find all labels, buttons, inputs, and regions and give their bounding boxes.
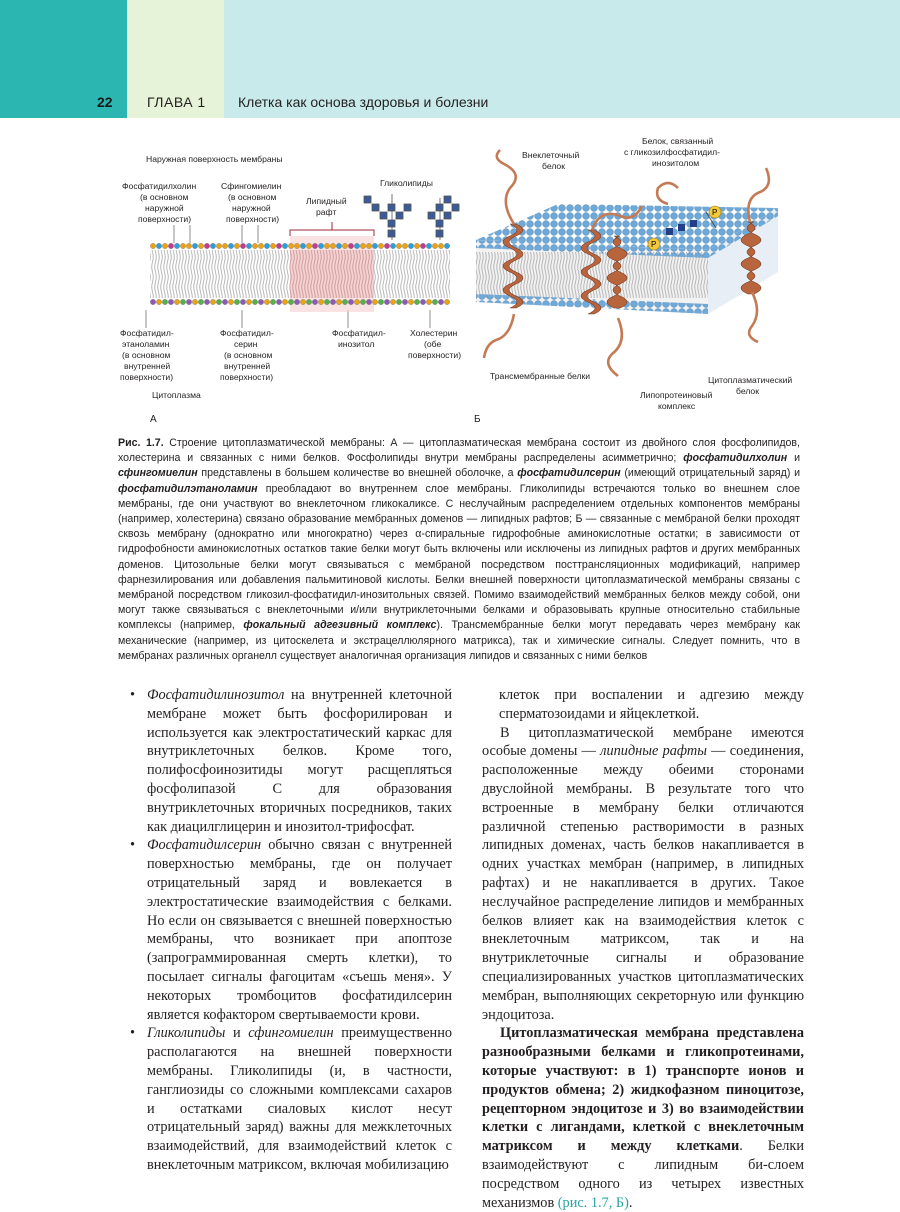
- panel-b-letter: Б: [474, 414, 481, 425]
- lipid-head: [420, 299, 425, 304]
- lipid-head: [366, 243, 371, 248]
- lipid-head: [384, 243, 389, 248]
- lipid-head: [330, 243, 335, 248]
- cholesterol-label: [408, 328, 461, 360]
- lipid-head: [186, 243, 191, 248]
- lipid-head: [318, 299, 323, 304]
- lipid-head: [414, 243, 419, 248]
- svg-text:(в основном: (в основном: [140, 192, 189, 202]
- glycolipid-sugar-chains: [364, 194, 459, 240]
- extracellular-protein-label: [522, 150, 579, 171]
- phosphatidylinositol-label: [332, 328, 386, 349]
- lipid-head: [360, 243, 365, 248]
- lipid-head: [234, 243, 239, 248]
- lipid-head: [432, 243, 437, 248]
- lipid-head: [336, 299, 341, 304]
- svg-text:(в основном: (в основном: [228, 192, 277, 202]
- svg-text:P: P: [651, 240, 657, 249]
- lipid-head: [396, 243, 401, 248]
- lipid-head: [336, 243, 341, 248]
- lipid-head: [216, 299, 221, 304]
- lipid-head: [198, 243, 203, 248]
- lipid-head: [258, 243, 263, 248]
- lipid-head: [192, 243, 197, 248]
- caption-label: Рис. 1.7.: [118, 437, 164, 449]
- svg-text:Фосфатидил-: Фосфатидил-: [120, 328, 174, 338]
- lipid-head: [174, 243, 179, 248]
- lipid-head: [294, 243, 299, 248]
- running-header: [0, 92, 900, 114]
- lipid-head: [210, 299, 215, 304]
- svg-text:Фосфатидилхолин: Фосфатидилхолин: [122, 181, 197, 191]
- svg-text:(в основном: (в основном: [224, 350, 273, 360]
- svg-text:инозитол: инозитол: [338, 339, 375, 349]
- svg-text:Внеклеточный: Внеклеточный: [522, 150, 580, 160]
- lipid-head: [162, 299, 167, 304]
- svg-text:Холестерин: Холестерин: [410, 328, 458, 338]
- svg-text:наружной: наружной: [232, 203, 271, 213]
- lipid-head: [300, 299, 305, 304]
- lipid-head: [282, 243, 287, 248]
- svg-text:(в основном: (в основном: [122, 350, 171, 360]
- svg-text:Цитоплазматический: Цитоплазматический: [708, 375, 793, 385]
- lipid-head: [378, 299, 383, 304]
- svg-text:поверхности): поверхности): [220, 372, 274, 382]
- cytoplasm-label: Цитоплазма: [152, 390, 201, 400]
- lipid-head: [186, 299, 191, 304]
- svg-text:белок: белок: [542, 161, 565, 171]
- cytoplasmic-protein-label: [708, 375, 792, 396]
- lipid-head: [198, 299, 203, 304]
- left-column: [130, 686, 452, 1175]
- glycolipids-label: [380, 178, 433, 188]
- lipid-head: [348, 299, 353, 304]
- lipid-head: [306, 243, 311, 248]
- lipid-head: [402, 243, 407, 248]
- lipid-head: [192, 299, 197, 304]
- membrane-figure: [118, 132, 798, 432]
- page-number: 22: [97, 94, 113, 110]
- lipid-head: [180, 243, 185, 248]
- lipid-head: [408, 243, 413, 248]
- lipid-head: [372, 299, 377, 304]
- lipid-head: [240, 299, 245, 304]
- svg-text:с гликозилфосфатидил-: с гликозилфосфатидил-: [624, 147, 720, 157]
- lipid-head: [222, 243, 227, 248]
- lipid-head: [420, 243, 425, 248]
- lipid-head: [258, 299, 263, 304]
- lipid-head: [234, 299, 239, 304]
- lipid-head: [204, 299, 209, 304]
- phosphatidylethanolamine-label: [120, 328, 174, 382]
- lipid-head: [390, 243, 395, 248]
- chapter-label: ГЛАВА 1: [147, 94, 206, 110]
- lipid-head: [204, 243, 209, 248]
- lipid-head: [168, 299, 173, 304]
- lipid-head: [318, 243, 323, 248]
- lipid-head: [354, 299, 359, 304]
- membrane-illustration: [118, 132, 798, 432]
- lipid-head: [444, 299, 449, 304]
- lipid-head: [402, 299, 407, 304]
- svg-text:внутренней: внутренней: [224, 361, 271, 371]
- lipid-head: [324, 299, 329, 304]
- list-item: • Фосфатидилсерин обычно связан с внутренней поверхностью мембраны, где он получает отрицательный заряд и вовлекается в электростатические взаимодействия с белками. Но если он связывается с внешней поверхностью мембраны, что возникает при апоптозе (запрограммированная смерть клетки), то посылает сигналы фагоцитам «съешь меня». У некоторых тромбоцитов фосфатидилсерин является кофактором свертываемости крови.: [130, 837, 452, 1023]
- lipid-head: [396, 299, 401, 304]
- lipid-head: [366, 299, 371, 304]
- lipid-head: [180, 299, 185, 304]
- lipid-head: [324, 243, 329, 248]
- lipid-head: [330, 299, 335, 304]
- lipid-head: [348, 243, 353, 248]
- lipid-head: [408, 299, 413, 304]
- lipid-head: [282, 299, 287, 304]
- lipid-head: [378, 243, 383, 248]
- svg-text:поверхности): поверхности): [138, 214, 192, 224]
- lipoprotein-complex-label: [640, 390, 713, 411]
- lipid-head: [252, 299, 257, 304]
- svg-text:поверхности): поверхности): [120, 372, 174, 382]
- gpi-protein-label: [624, 136, 720, 168]
- phosphate-icon-2: [709, 206, 721, 218]
- lipid-head: [306, 299, 311, 304]
- svg-text:серин: серин: [234, 339, 258, 349]
- lipid-head: [162, 243, 167, 248]
- svg-text:Сфингомиелин: Сфингомиелин: [221, 181, 282, 191]
- lipid-head: [426, 243, 431, 248]
- svg-text:поверхности): поверхности): [408, 350, 462, 360]
- lipid-head: [228, 299, 233, 304]
- list-item: • Фосфатидилинозитол на внутренней клеточной мембране может быть фосфорилирован и используется как электростатический каркас для внутриклеточных белков. Кроме того, полифосфоинозитиды могут расщепляться фосфолипазой С для образования внутриклеточных вторичных посредников, таких как диацилглицерин и инозитол-трифосфат.: [130, 687, 452, 835]
- sphingomyelin-label: [221, 181, 282, 224]
- lipid-head: [150, 243, 155, 248]
- svg-text:рафт: рафт: [316, 207, 337, 217]
- lipid-head: [240, 243, 245, 248]
- phosphatidylserine-label: [220, 328, 274, 382]
- svg-text:Белок, связанный: Белок, связанный: [642, 136, 714, 146]
- lipid-head: [432, 299, 437, 304]
- lipid-head: [294, 299, 299, 304]
- svg-text:P: P: [712, 208, 718, 217]
- lipid-head: [288, 243, 293, 248]
- lipid-head: [270, 299, 275, 304]
- outer-surface-label: Наружная поверхность мембраны: [146, 154, 283, 164]
- svg-text:(обе: (обе: [424, 339, 442, 349]
- lipid-head: [270, 243, 275, 248]
- svg-text:Фосфатидил-: Фосфатидил-: [332, 328, 386, 338]
- panel-a-letter: А: [150, 414, 157, 425]
- lipid-head: [414, 299, 419, 304]
- lipid-head: [264, 243, 269, 248]
- lipid-head: [426, 299, 431, 304]
- lipid-head: [438, 299, 443, 304]
- lipid-head: [216, 243, 221, 248]
- svg-text:инозитолом: инозитолом: [652, 158, 700, 168]
- lipid-head: [372, 243, 377, 248]
- lipid-head: [276, 243, 281, 248]
- lipid-head: [246, 243, 251, 248]
- lipid-head: [354, 243, 359, 248]
- transmembrane-label: Трансмембранные белки: [490, 371, 591, 381]
- lipid-head: [360, 299, 365, 304]
- right-column: [482, 686, 804, 1212]
- figure-caption: Рис. 1.7. Строение цитоплазматической мембраны: А — цитоплазматическая мембрана состоит из двойного слоя фосфолипидов, холестерина и связанных с ними белков. Фосфолипиды внутри мембраны распределены асимметрично; фосфатидилхолин и сфингомиелин представлены в большем количестве во внешней оболочке, а фосфатидилсерин (имеющий отрицательный заряд) и фосфатидилэтаноламин преобладают во внутреннем слое мембраны. Гликолипиды встречаются только во внешнем слое мембраны, где они участвуют во внеклеточном гликокаликсе. С неслучайным распределением отдельных компонентов мембраны (например, холестерина) связано образование мембранных доменов — липидных рафтов; Б — связанные с мембраной белки проходят сквозь мембрану (однократно или многократно) через α-спиральные гидрофобные аминокислотные остатки; в зависимости от гидрофобности аминокислотных остатков такие белки могут быть включены или исключены из липидных рафтов и других мембранных доменов. Цитозольные белки могут связываться с мембраной посредством посттрансляционных модификаций, например фарнезилирования или добавления пальмитиновой кислоты. Белки внешней поверхности цитоплазматической мембраны связаны с мембраной посредством гликозил-фосфатидил-инозитольных связей. Помимо взаимодействий мембранных белков между собой, они могут также связываться с внеклеточными и/или внутриклеточными белками и образовывать крупные относительно стабильные комплексы (например, фокальный адгезивный комплекс). Трансмембранные белки могут передавать через мембрану как механические (например, из цитоскелета и экстрацеллюлярного матрикса), так и химические сигналы. Следует помнить, что в мембранах различных органелл существует аналогичная организация липидов и связанных с ними белков: [118, 437, 801, 662]
- svg-text:Гликолипиды: Гликолипиды: [380, 178, 433, 188]
- svg-text:этаноламин: этаноламин: [122, 339, 170, 349]
- list-item: • Гликолипиды и сфингомиелин преимущественно располагаются на внешней поверхности мембраны. Гликолипиды (и, в частности, ганглиозиды со сложными комплексами сахаров и остатками сиаловых кислот несут отрицательный заряд) важны для межклеточных взаимодействий, для взаимодействий клеток с внеклеточным матриксом, включая мобилизацию: [130, 1025, 452, 1173]
- lipid-head: [168, 243, 173, 248]
- continued-paragraph: клеток при воспалении и адгезию между сперматозоидами и яйцеклеткой.: [499, 687, 804, 722]
- lipid-head: [312, 299, 317, 304]
- lipid-raft-label: [306, 196, 347, 217]
- paragraph: В цитоплазматической мембране имеются особые домены — липидные рафты — соединения, расположенные между обеими сторонами двуслойной мембраны. В результате того что встроенные в мембрану белки отличаются различной степенью растворимости в разных липидных доменах, часть белков накапливается в одних участках мембран (например, в липидных рафтах) и не накапливается в других. Такое неслучайное распределение липидов и мембранных белков влияет как на взаимодействия клеток с внеклеточным матриксом, так и на внутриклеточные сигналы и образование специализированных участков цитоплазматических мембран, выполняющих секреторную или функцию эндоцитоза.: [482, 724, 804, 1023]
- lipid-head: [156, 243, 161, 248]
- svg-text:Липидный: Липидный: [306, 196, 347, 206]
- lipid-head: [312, 243, 317, 248]
- lipid-head: [252, 243, 257, 248]
- lipid-head: [246, 299, 251, 304]
- lipid-head: [228, 243, 233, 248]
- lipid-head: [150, 299, 155, 304]
- membrane-3d-block: [476, 204, 778, 314]
- lipid-head: [342, 299, 347, 304]
- lipid-head: [264, 299, 269, 304]
- lipid-head: [300, 243, 305, 248]
- lipid-head: [438, 243, 443, 248]
- lipid-head: [390, 299, 395, 304]
- lipid-head: [384, 299, 389, 304]
- svg-text:Липопротеиновый: Липопротеиновый: [640, 390, 713, 400]
- lipid-head: [156, 299, 161, 304]
- svg-text:комплекс: комплекс: [658, 401, 696, 411]
- phosphatidylcholine-label: [122, 181, 196, 224]
- lipid-head: [444, 243, 449, 248]
- svg-text:Фосфатидил-: Фосфатидил-: [220, 328, 274, 338]
- lipid-head: [210, 243, 215, 248]
- svg-text:поверхности): поверхности): [226, 214, 280, 224]
- lipid-head: [342, 243, 347, 248]
- lipid-head: [276, 299, 281, 304]
- lipid-head: [222, 299, 227, 304]
- figure-reference-link[interactable]: (рис. 1.7, Б): [557, 1194, 629, 1211]
- svg-text:белок: белок: [736, 386, 759, 396]
- chapter-title: Клетка как основа здоровья и болезни: [238, 94, 489, 110]
- phosphate-icon-1: [648, 238, 660, 250]
- svg-text:наружной: наружной: [145, 203, 184, 213]
- lipid-head: [174, 299, 179, 304]
- lipid-head: [288, 299, 293, 304]
- paragraph: Цитоплазматическая мембрана представлена разнообразными белками и гликопротеинами, которые участвуют: в 1) транспорте ионов и продуктов обмена; 2) жидкофазном пиноцитозе, рецепторном эндоцитозе и 3) во взаимодействии клетки с лигандами, клеткой с внеклеточным матриксом и между клетками. Белки взаимодействуют с липидным би-слоем посредством одного из четырех известных механизмов (рис. 1.7, Б).: [482, 1025, 804, 1211]
- svg-text:внутренней: внутренней: [124, 361, 171, 371]
